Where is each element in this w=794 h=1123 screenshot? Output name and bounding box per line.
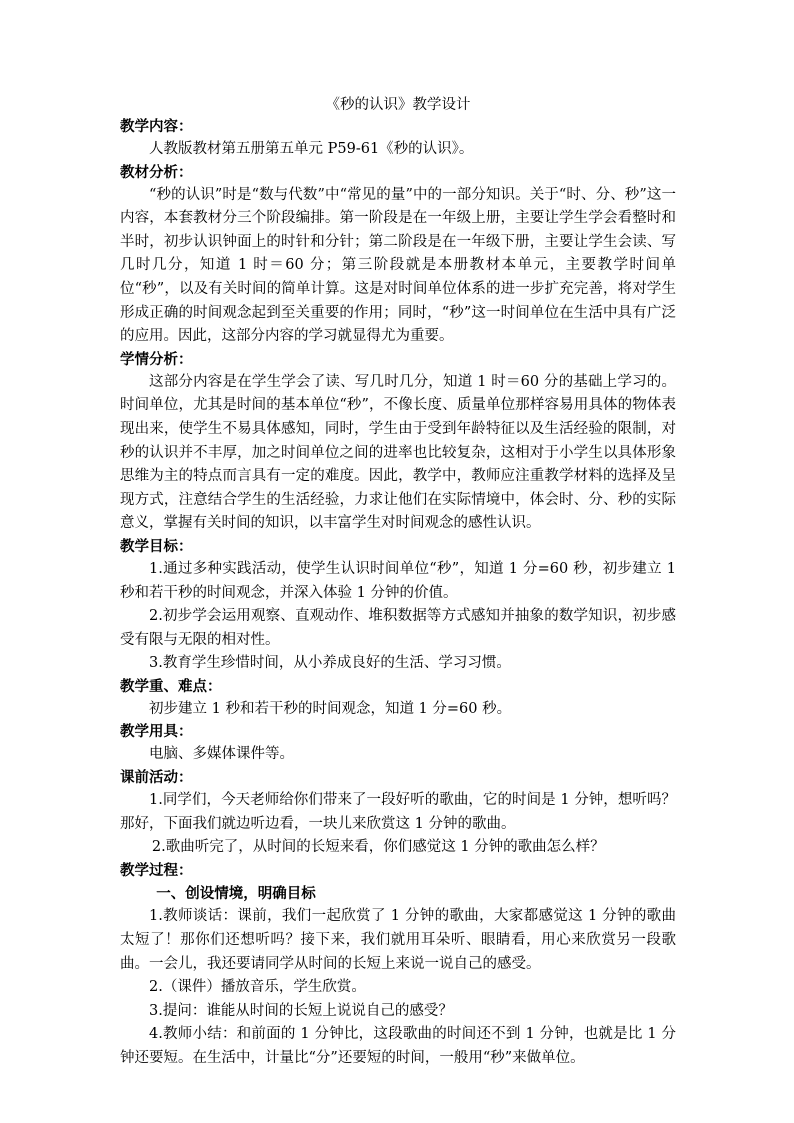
section-tools bbox=[120, 721, 676, 767]
paragraph: 3.提问：谁能从时间的长短上说说自己的感受？ bbox=[149, 1002, 453, 1019]
section-heading: 学情分析： bbox=[120, 350, 193, 368]
paragraph: 2.歌曲听完了，从时间的长短来看，你们感觉这 1 分钟的歌曲怎么样？ bbox=[151, 839, 605, 856]
section-heading: 教学内容： bbox=[120, 118, 193, 135]
paragraph: 2.初步学会运用观察、直观动作、堆积数据等方式感知并抽象的数学知识，初步感受有限与无限的相对性。 bbox=[120, 608, 676, 648]
paragraph: 1.通过多种实践活动，使学生认识时间单位“秒”，知道 1 分=60 秒，初步建立 1 秒和若干秒的时间观念，并深入体验 1 分钟的价值。 bbox=[120, 560, 676, 601]
section-student-analysis bbox=[120, 349, 676, 536]
paragraph: 2.（课件）播放音乐，学生欣赏。 bbox=[149, 979, 366, 996]
section-heading: 课前活动： bbox=[120, 769, 193, 787]
paragraph: 1.教师谈话：课前，我们一起欣赏了 1 分钟的歌曲，大家都感觉这 1 分钟的歌曲太短了！那你们还想听吗？接下来，我们就用耳朵听、眼睛看，用心来欣赏另一段歌曲。一会儿，我还要请同学从时间的长短上来说一说自己的感受。 bbox=[120, 908, 676, 972]
paragraph: 3.教育学生珍惜时间，从小养成良好的生活、学习习惯。 bbox=[149, 655, 511, 672]
paragraph: 这部分内容是在学生学会了读、写几时几分，知道 1 时＝60 分的基础上学习的。时间单位，尤其是时间的基本单位“秒”，不像长度、质量单位那样容易用具体的物体表现出来，使学生不易具体感知，同时，学生由于受到年龄特征以及生活经验的限制，对秒的认识并不丰厚，加之时间单位之间的进率也比较复杂，这相对于小学生以具体形象思维为主的特点而言具有一定的难度。因此，教学中，教师应注重教学材料的选择及呈现方式，注意结合学生的生活经验，力求让他们在实际情境中，体会时、分、秒的实际意义，掌握有关时间的知识，以丰富学生对时间观念的感性认识。 bbox=[120, 373, 676, 532]
section-pre-class bbox=[120, 767, 676, 860]
section-heading: 教学过程： bbox=[120, 861, 193, 879]
paragraph: 电脑、多媒体课件等。 bbox=[149, 746, 294, 763]
paragraph: 4.教师小结：和前面的 1 分钟比，这段歌曲的时间还不到 1 分钟，也就是比 1 分钟还要短。在生活中，计量比“分”还要短的时间，一般用“秒”来做单位。 bbox=[120, 1026, 676, 1066]
subsection-heading: 一、创设情境，明确目标 bbox=[156, 884, 316, 902]
section-heading: 教材分析： bbox=[120, 163, 193, 181]
paragraph: 初步建立 1 秒和若干秒的时间观念，知道 1 分=60 秒。 bbox=[149, 700, 512, 717]
document-page bbox=[120, 94, 676, 1071]
section-objectives bbox=[120, 536, 676, 676]
section-heading: 教学目标： bbox=[120, 537, 193, 555]
paragraph: 人教版教材第五册第五单元 P59-61《秒的认识》。 bbox=[149, 141, 474, 157]
paragraph: 1.同学们，今天老师给你们带来了一段好听的歌曲，它的时间是 1 分钟，想听吗？那好，下面我们就边听边看，一块儿来欣赏这 1 分钟的歌曲。 bbox=[120, 792, 676, 832]
section-heading: 教学重、难点： bbox=[120, 677, 222, 695]
section-key-points bbox=[120, 676, 676, 722]
section-heading: 教学用具： bbox=[120, 723, 193, 741]
section-content bbox=[120, 116, 676, 162]
section-process bbox=[120, 860, 676, 1071]
paragraph: “秒的认识”时是“数与代数”中“常见的量”中的一部分知识。关于“时、分、秒”这一内容，本套教材分三个阶段编排。第一阶段是在一年级上册，主要让学生学会看整时和半时，初步认识钟面上的时针和分针；第二阶段是在一年级下册，主要让学生会读、写几时几分，知道 1 时＝60 分；第三阶段就是本册教材本单元，主要教学时间单位“秒”，以及有关时间的简单计算。这是对时间单位体系的进一步扩充完善，将对学生形成正确的时间观念起到至关重要的作用；同时，“秒”这一时间单位在生活中具有广泛的应用。因此，这部分内容的学习就显得尤为重要。 bbox=[120, 186, 676, 345]
section-material-analysis bbox=[120, 162, 676, 349]
document-title: 《秒的认识》教学设计 bbox=[325, 97, 471, 113]
